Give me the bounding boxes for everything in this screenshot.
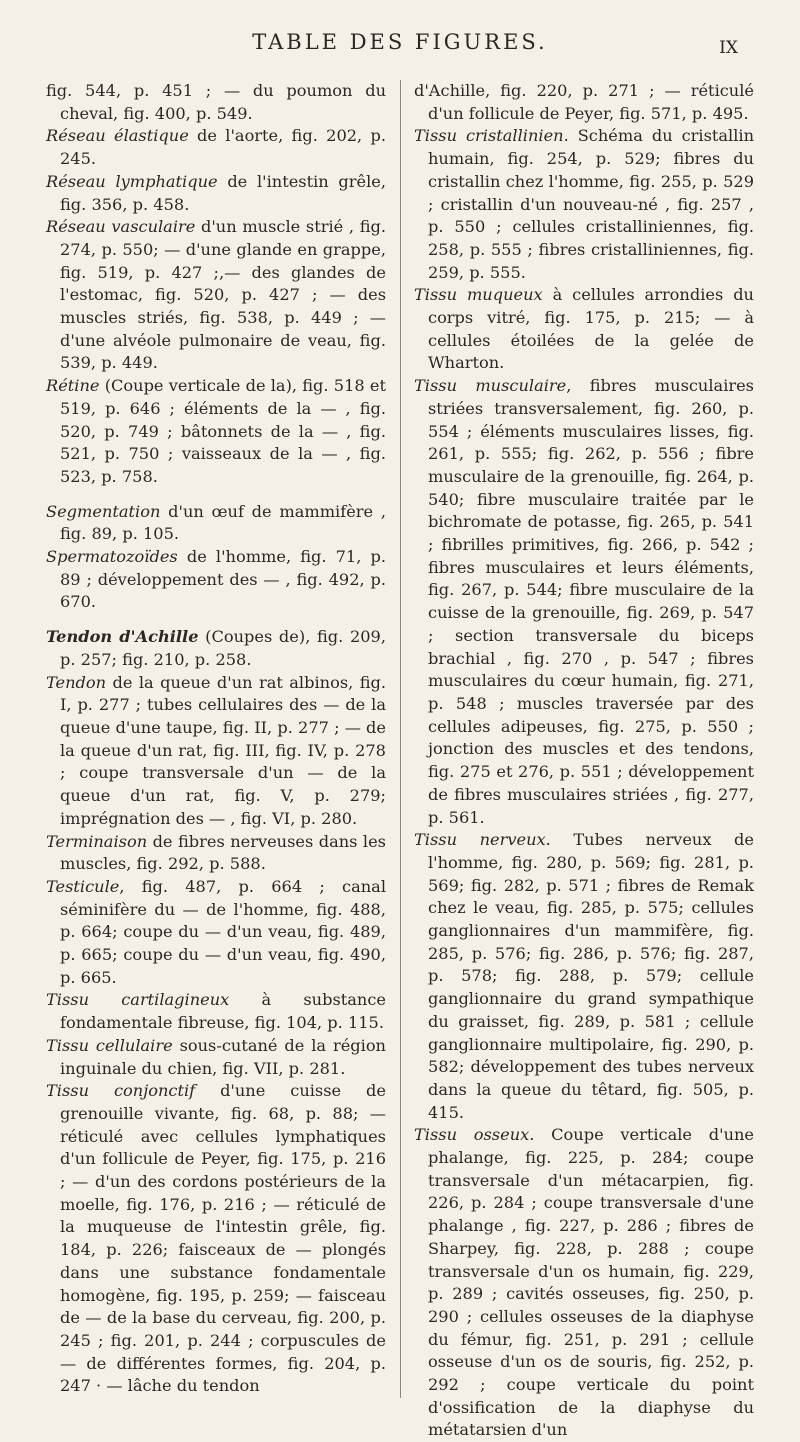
index-entry xyxy=(46,501,386,546)
index-references: . Coupe verticale d'une phalange, fig. 225, p. 284; coupe transversale d'un métacarpien, fig. 226, p. 284 ; coupe transversale d'une phalange , fig. 227, p. 286 ; fibres de Sharpey, fig. 228, p. 288 ; coupe transversale d'un os humain, fig. 229, p. 289 ; cavités osseuses, fig. 250, p. 290 ; cellules osseuses de la diaphyse du fémur, fig. 251, p. 291 ; cellule osseuse d'un os de souris, fig. 252, p. 292 ; coupe verticale du point d'ossification de la diaphyse du métatarsien d'un xyxy=(428,1125,755,1440)
index-entry xyxy=(414,1124,754,1442)
index-entry xyxy=(46,80,386,125)
index-term: Segmentation xyxy=(46,501,161,521)
index-term: Réseau vasculaire xyxy=(46,217,196,237)
index-references: (Coupe verticale de la), fig. 518 et 519, p. 646 ; éléments de la — , fig. 520, p. 749 ; bâtonnets de la — , fig. 521, p. 750 ; vaisseaux de la — , fig. 523, p. 758. xyxy=(60,376,386,486)
index-term: Tendon d'Achille xyxy=(46,627,199,647)
index-term: Tissu musculaire xyxy=(414,376,567,396)
index-entry xyxy=(414,284,754,375)
index-term: Tendon xyxy=(46,672,107,692)
index-entry xyxy=(46,831,386,876)
index-references: , fibres musculaires striées transversalement, fig. 260, p. 554 ; éléments musculaires lisses, fig. 261, p. 555; fig. 262, p. 556 ; fibre musculaire de la grenouille, fig. 264, p. 540; fibre musculaire traitée par le bichromate de potasse, fig. 265, p. 541 ; fibrilles primitives, fig. 266, p. 542 ; fibres musculaires et leurs éléments, fig. 267, p. 544; fibre musculaire de la cuisse de la grenouille, fig. 269, p. 547 ; section transversale du biceps brachial , fig. 270 , p. 547 ; fibres musculaires du cœur humain, fig. 271, p. 548 ; muscles traversée par des cellules adipeuses, fig. 275, p. 550 ; jonction des muscles et des tendons, fig. 275 et 276, p. 551 ; développement de fibres musculaires striées , fig. 277, p. 561. xyxy=(428,376,754,827)
index-column-right xyxy=(414,80,754,1442)
index-entry xyxy=(414,375,754,829)
index-entry xyxy=(414,829,754,1124)
index-term: Tissu nerveux xyxy=(414,830,546,850)
index-entry xyxy=(46,989,386,1034)
index-references: d'un œuf de mammifère , fig. 89, p. 105. xyxy=(60,501,386,544)
index-column-left xyxy=(46,80,401,1398)
index-references: sous-cutané de la région inguinale du chien, fig. VII, p. 281. xyxy=(60,1035,386,1078)
index-term: Testicule xyxy=(46,876,120,896)
index-references: de l'aorte, fig. 202, p. 245. xyxy=(60,126,386,169)
index-term: Terminaison xyxy=(46,831,148,851)
index-entry xyxy=(46,171,386,216)
index-entry xyxy=(46,1035,386,1080)
index-entry xyxy=(46,876,386,990)
index-references: (Coupes de), fig. 209, p. 257; fig. 210, p. 258. xyxy=(60,627,386,669)
index-references: d'une cuisse de grenouille vivante, fig. 68, p. 88; — réticulé avec cellules lymphatiques d'un follicule de Peyer, fig. 175, p. 216 ; — d'un des cordons postérieurs de la moelle, fig. 176, p. 216 ; — réticulé de la muqueuse de l'intestin grêle, fig. 184, p. 226; faisceaux de — plongés dans une substance fondamentale homogène, fig. 195, p. 259; — faisceau de — de la base du cerveau, fig. 200, p. 245 ; fig. 201, p. 244 ; corpuscules de — de différentes formes, fig. 204, p. 247 · — lâche du tendon xyxy=(60,1081,386,1396)
index-references: à cellules arrondies du corps vitré, fig. 175, p. 215; — à cellules étoilées de la gelée de Wharton. xyxy=(428,285,754,373)
index-term: Rétine xyxy=(46,376,100,396)
index-entry xyxy=(414,80,754,125)
index-entry xyxy=(46,626,386,671)
index-term: Spermatozoïdes xyxy=(46,547,178,567)
index-term: Tissu cellulaire xyxy=(46,1035,173,1055)
index-references: à substance fondamentale fibreuse, fig. 104, p. 115. xyxy=(60,990,386,1033)
index-term: Tissu conjonctif xyxy=(46,1081,196,1101)
index-entry xyxy=(46,546,386,614)
page-number: IX xyxy=(719,38,738,58)
index-term: Tissu muqueux xyxy=(414,285,543,305)
index-references: de fibres nerveuses dans les muscles, fig. 292, p. 588. xyxy=(60,831,386,874)
index-references: d'Achille, fig. 220, p. 271 ; — réticulé d'un follicule de Peyer, fig. 571, p. 495. xyxy=(414,81,754,123)
running-head: TABLE DES FIGURES. xyxy=(252,30,548,54)
index-references: de l'intestin grêle, fig. 356, p. 458. xyxy=(60,171,386,214)
index-references: . Tubes nerveux de l'homme, fig. 280, p. 569; fig. 281, p. 569; fig. 282, p. 571 ; fibres de Remak chez le veau, fig. 285, p. 575; cellules ganglionnaires d'un mammifère, fig. 285, p. 576; fig. 286, p. 576; fig. 287, p. 578; fig. 288, p. 579; cellule ganglionnaire du grand sympathique du graisset, fig. 289, p. 581 ; cellule ganglionnaire multipolaire, fig. 290, p. 582; développement des tubes nerveux dans la queue du têtard, fig. 505, p. 415. xyxy=(428,830,754,1122)
index-term: Réseau lymphatique xyxy=(46,171,218,191)
index-references: . Schéma du cristallin humain, fig. 254, p. 529; fibres du cristallin chez l'homme, fig. 255, p. 529 ; cristallin d'un nouveau-né , fig. 257 , p. 550 ; cellules cristalliniennes, fig. 258, p. 555 ; fibres cristalliniennes, fig. 259, p. 555. xyxy=(428,126,754,282)
index-references: d'un muscle strié , fig. 274, p. 550; — d'une glande en grappe, fig. 519, p. 427 ;‚— des glandes de l'estomac, fig. 520, p. 427 ; — des muscles striés, fig. 538, p. 449 ; — d'une alvéole pulmonaire de veau, fig. 539, p. 449. xyxy=(60,217,386,373)
index-term: Tissu cristallinien xyxy=(414,126,564,146)
index-term: Réseau élastique xyxy=(46,126,189,146)
index-entry xyxy=(46,672,386,831)
index-entry xyxy=(46,216,386,375)
index-references: de l'homme, fig. 71, p. 89 ; développement des — , fig. 492, p. 670. xyxy=(60,547,386,612)
index-term: Tissu osseux xyxy=(414,1125,530,1145)
index-references: fig. 544, p. 451 ; — du poumon du cheval, fig. 400, p. 549. xyxy=(46,81,386,123)
index-references: de la queue d'un rat albinos, fig. I, p. 277 ; tubes cellulaires des — de la queue d'une taupe, fig. II, p. 277 ; — de la queue d'un rat, fig. III, fig. IV, p. 278 ; coupe transversale d'un — de la queue d'un rat, fig. V, p. 279; imprégnation des — , fig. VI, p. 280. xyxy=(60,672,386,828)
index-entry xyxy=(46,1080,386,1398)
index-entry xyxy=(414,125,754,284)
index-entry xyxy=(46,375,386,489)
index-references: , fig. 487, p. 664 ; canal séminifère du — de l'homme, fig. 488, p. 664; coupe du — d'un veau, fig. 489, p. 665; coupe du — d'un veau, fig. 490, p. 665. xyxy=(60,876,386,987)
index-entry xyxy=(46,125,386,170)
index-term: Tissu cartilagineux xyxy=(46,990,230,1010)
